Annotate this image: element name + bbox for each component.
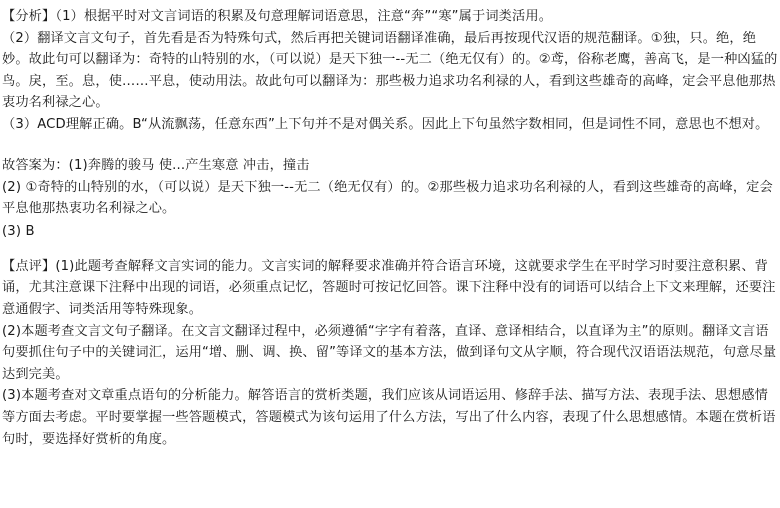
analysis-part-3: （3）ACD理解正确。B“从流飘荡，任意东西”上下句并不是对偶关系。因此上下句虽然字数相同，但是词性不同，意思也不想对。: [2, 116, 769, 132]
commentary-part-1: 【点评】(1)此题考查解释文言实词的能力。文言实词的解释要求准确并符合语言环境，这就要求学生在平时学习时要注意积累、背诵，尤其注意课下注释中出现的词语，必须重点记忆，答题时可按记忆回答。课下注释中没有的词语可以结合上下文来理解，还要注意通假字、词类活用等特殊现象。: [2, 258, 776, 317]
analysis-part-1: 【分析】（1）根据平时对文言词语的积累及句意理解词语意思，注意“奔”“寒”属于词类活用。: [2, 9, 553, 24]
section-spacer: [2, 136, 780, 154]
analysis-section: [2, 6, 780, 136]
analysis-part-2: （2）翻译文言文句子，首先看是否为特殊句式，然后再把关键词语翻译准确，最后再按现代汉语的规范翻译。①独，只。绝，绝妙。故此句可以翻译为：奇特的山特别的水，（可以说）是天下独一--无二（绝无仅有）的。②鸢，俗称老鹰，善高飞，是一种凶猛的鸟。戾，至。息，使……平息，使动用法。故此句可以翻译为：那些极力追求功名利禄的人，看到这些雄奇的高峰，定会平息他那热衷功名利禄之心。: [2, 30, 778, 111]
answer-part-3: (3) B: [2, 223, 35, 239]
section-spacer: [2, 243, 780, 256]
answer-section: [2, 154, 780, 243]
commentary-part-2: (2)本题考查文言文句子翻译。在文言文翻译过程中，必须遵循“字字有着落，直译、意译相结合，以直译为主”的原则。翻译文言语句要抓住句子中的关键词汇，运用“增、删、调、换、留”等译文的基本方法，做到译句文从字顺，符合现代汉语语法规范，句意尽量达到完美。: [2, 323, 777, 382]
answer-part-2: (2) ①奇特的山特别的水，（可以说）是天下独一--无二（绝无仅有）的。②那些极力追求功名利禄的人，看到这些雄奇的高峰，定会平息他那热衷功名利禄之心。: [2, 179, 773, 217]
commentary-section: [2, 256, 780, 450]
answer-part-1: 故答案为：(1)奔腾的骏马 使...产生寒意 冲击，撞击: [2, 157, 310, 173]
commentary-part-3: (3)本题考查对文章重点语句的分析能力。解答语言的赏析类题，我们应该从词语运用、修辞手法、描写方法、表现手法、思想感情等方面去考虑。平时要掌握一些答题模式，答题模式为该句运用了什么方法，写出了什么内容，表现了什么思想感情。本题在赏析语句时，要选择好赏析的角度。: [2, 388, 776, 447]
